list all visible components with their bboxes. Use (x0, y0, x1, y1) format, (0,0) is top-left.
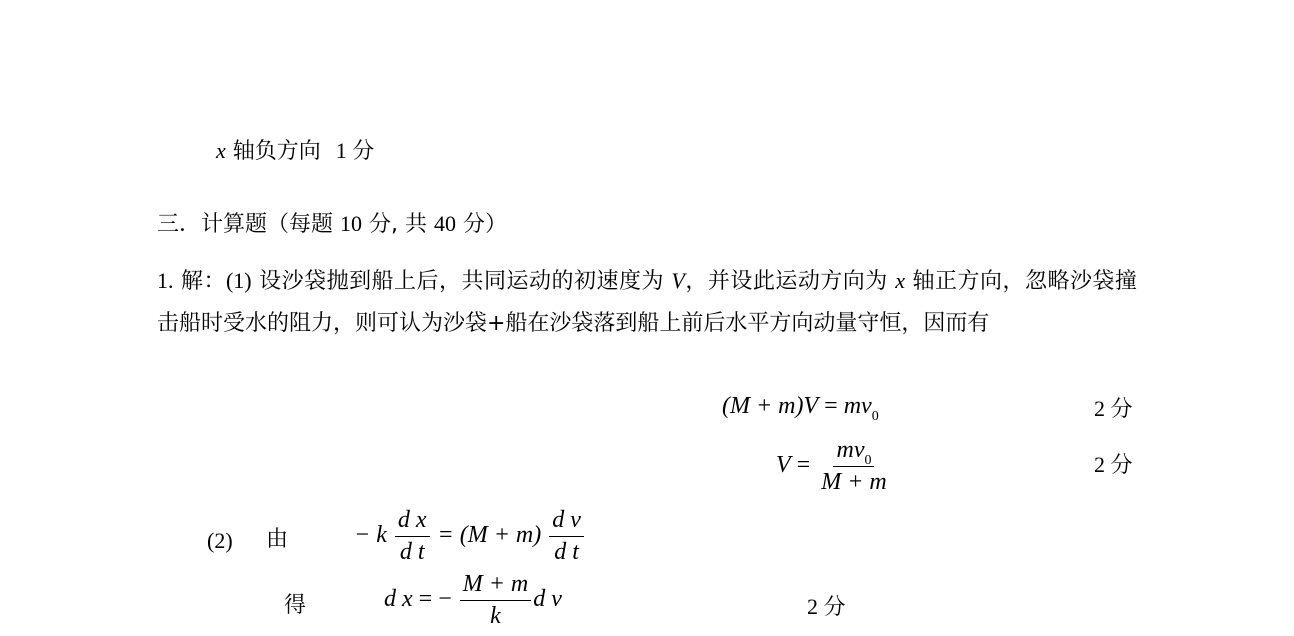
var-x: x (216, 138, 226, 163)
section-header-num1: 10 (340, 211, 363, 236)
part2-frac1 (395, 508, 430, 565)
eq2-lhs: V (776, 452, 791, 479)
problem1-label: 1. (157, 268, 174, 293)
eq2-fraction (818, 438, 890, 495)
top-answer-line (216, 140, 374, 163)
problem1-part1: (1) (225, 268, 252, 293)
part2b-frac (460, 572, 532, 629)
part2b-frac-num: M + m (460, 572, 532, 601)
section-header (157, 213, 507, 236)
section-header-mid: 分, 共 (369, 212, 428, 237)
eq2-denominator: M + m (821, 469, 887, 496)
part2-frac2-den: d t (554, 539, 579, 566)
part2-frac1-num: d x (395, 508, 430, 537)
section-header-prefix: 三．计算题（每题 (157, 212, 334, 237)
eq1-rhs-sub: 0 (871, 409, 879, 424)
problem1-text1: 设沙袋抛到船上后，共同运动的初速度为 (259, 269, 664, 294)
problem1-text2: ，并设此运动方向为 (684, 269, 888, 294)
problem1-var-V: V (671, 268, 685, 293)
equation-velocity (776, 438, 892, 495)
part2b-lhs: d x (384, 586, 413, 613)
part2-you: 由 (266, 527, 289, 552)
eq2-num-text: mv (836, 437, 865, 463)
part2b-score: 2 分 (807, 594, 846, 619)
equation-dx (384, 572, 562, 629)
part2b-eq: = − (412, 586, 458, 613)
eq2-score: 2 分 (1094, 452, 1133, 477)
part2b-rhs: d v (533, 586, 562, 613)
eq1-equals: = (818, 393, 844, 419)
top-answer-score: 1 分 (335, 138, 375, 163)
part2-frac1-den: d t (399, 539, 425, 566)
problem1-var-x: x (895, 268, 906, 293)
part2-frac2-num: d v (549, 508, 584, 537)
equation-drag (354, 508, 586, 565)
equation-momentum (722, 393, 879, 424)
problem1-text3: 轴正方向，忽略沙袋撞击船时受水的阻力，则可认为沙袋+船在沙袋落到船上前后水平方向动量守恒，因而有 (157, 269, 1137, 336)
part2-eq-mid: = (M + m) (431, 522, 542, 549)
eq1-rhs: mv (843, 393, 872, 419)
eq2-equals: = (790, 452, 817, 479)
part2b-de: 得 (284, 593, 307, 618)
section-header-suffix: 分） (463, 212, 508, 237)
part2-label: (2) (207, 528, 233, 553)
top-answer-text: 轴负方向 (232, 139, 321, 164)
section-header-num2: 40 (434, 211, 457, 236)
eq2-numerator (833, 438, 874, 467)
part2b-frac-den: k (490, 603, 501, 630)
part2-frac2 (549, 508, 584, 565)
problem1-paragraph (157, 260, 1137, 345)
part2-eq-prefix: − k (354, 522, 387, 549)
eq2-num-sub: 0 (864, 453, 872, 468)
problem1-jie: 解： (180, 269, 226, 294)
eq1-lhs: (M + m)V (722, 393, 819, 419)
eq1-score: 2 分 (1094, 396, 1133, 421)
